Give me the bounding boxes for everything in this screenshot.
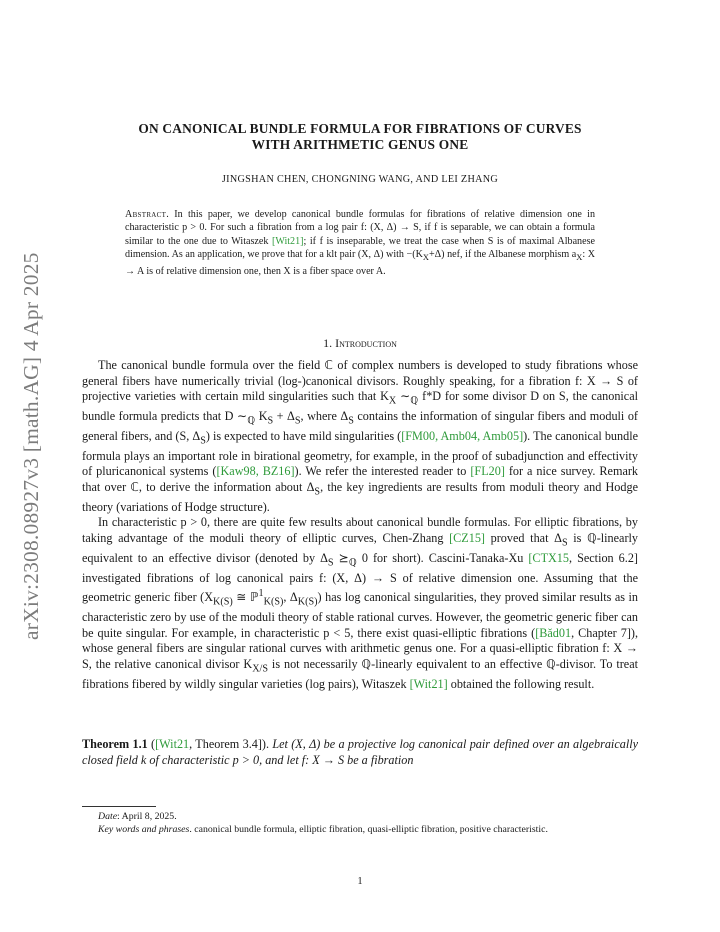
author-list: JINGSHAN CHEN, CHONGNING WANG, AND LEI ZHANG	[221, 174, 499, 185]
arxiv-side-stamp: arXiv:2308.08927v3 [math.AG] 4 Apr 2025	[18, 252, 43, 640]
citation-link[interactable]: [FL20]	[470, 464, 505, 479]
page-number: 1	[357, 876, 363, 887]
citation-link[interactable]: [Wit21]	[409, 676, 448, 691]
citation-link[interactable]: [Wit21]	[271, 235, 304, 247]
citation-link[interactable]: [Bǎd01	[535, 625, 572, 640]
citation-link[interactable]: [CTX15	[528, 550, 569, 565]
theorem-statement: Let (X, Δ) be a projective log canonical pair defined over an algebraically closed field k of characteristic p > 0, and let f: X → S be a fibration	[82, 737, 639, 767]
theorem-1-1: Theorem 1.1 ([Wit21, Theorem 3.4]). Let (X, Δ) be a projective log canonical pair defined over an algebraically closed field k of characteristic p > 0, and let f: X → S be a fibration	[82, 737, 639, 767]
footnote-keywords: Key words and phrases. canonical bundle formula, elliptic fibration, quasi-elliptic fibration, positive characteristic.	[98, 824, 548, 835]
title-line-2: WITH ARITHMETIC GENUS ONE	[251, 137, 469, 152]
paragraph-1: The canonical bundle formula over the field ℂ of complex numbers is developed to study fibrations whose general fibers have numerically trivial (log-)canonical divisors. Roughly speaking, for a fibration f: X → S of projective varieties with certain mild singularities such that $K_X$ $\sim_ℚ$ f*D for some divisor D on S, the canonical bundle formula predicts that D $\sim_ℚ$ $K_S + \Delta_S$, where $\Delta_S$ contains the information of singular fibers and moduli of general fibers, and (S, $\Delta_S$) is expected to have mild singularities ([FM00, Amb04, Amb05]). The canonical bundle formula plays an important role in birational geometry, for example, in the proof of subadjunction and effectivity of pluricanonical systems ([Kaw98, BZ16]). We refer the interested reader to [FL20] for a nice survey. Remark that over ℂ, to derive the information about $\Delta_S$, the key ingredients are results from moduli theory and Hodge theory (variations of Hodge structure).	[82, 358, 638, 514]
citation-link[interactable]: [Kaw98, BZ16]	[216, 464, 295, 479]
body-text	[82, 358, 638, 692]
section-heading: 1. Introduction	[323, 336, 397, 350]
theorem-heading: Theorem 1.1	[82, 737, 148, 751]
citation-link[interactable]: [CZ15]	[449, 530, 485, 545]
citation-link[interactable]: [Wit21	[155, 737, 190, 751]
footnotes	[82, 810, 638, 836]
title-line-1: ON CANONICAL BUNDLE FORMULA FOR FIBRATIONS OF CURVES	[138, 121, 582, 136]
paragraph-2: In characteristic p > 0, there are quite few results about canonical bundle formulas. For elliptic fibrations, by taking advantage of the moduli theory of elliptic curves, Chen-Zhang [CZ15] proved that $\Delta_S$ is ℚ-linearly equivalent to an effective divisor (denoted by $\Delta_S$ $⪰_ℚ$ 0 for short). Cascini-Tanaka-Xu [CTX15, Section 6.2] investigated fibrations of log canonical pairs f: (X, Δ) → S of relative dimension one. Assuming that the geometric generic fiber ($X_{K(S)}$ ≅ ℙ$^1_{K(S)}$, $\Delta_{K(S)}$) has log canonical singularities, they proved similar results as in characteristic zero by use of the moduli theory of stable rational curves. However, the geometric generic fiber can be quite singular. For example, in characteristic p < 5, there exist quasi-elliptic fibrations ([Bǎd01, Chapter 7]), whose general fibers are singular rational curves with arithmetic genus one. For a quasi-elliptic fibration f: X → S, the relative canonical divisor $K_{X/S}$ is not necessarily ℚ-linearly equivalent to an effective ℚ-divisor. To treat fibrations fibered by wildly singular varieties (log pairs), Witaszek [Wit21] obtained the following result.	[82, 515, 638, 691]
footnote-rule	[82, 806, 156, 807]
paper-title	[82, 121, 638, 153]
section-title: Introduction	[335, 336, 397, 350]
abstract: Abstract. In this paper, we develop canonical bundle formulas for fibrations of relative dimension one in characteristic p > 0. For such a fibration from a log pair f: (X, Δ) → S, if f is separable, we can obtain a formula similar to the one due to Witaszek [Wit21]; if f is inseparable, we treat the case when S is of maximal Albanese dimension. As an application, we prove that for a klt pair (X, Δ) with $-(K_X+\Delta)$ nef, if the Albanese morphism $a_X$: X → A is of relative dimension one, then X is a fiber space over A.	[125, 209, 595, 277]
footnote-date: Date: April 8, 2025.	[98, 811, 177, 822]
citation-link[interactable]: [FM00, Amb04, Amb05]	[401, 428, 524, 443]
abstract-label: Abstract.	[125, 209, 170, 220]
